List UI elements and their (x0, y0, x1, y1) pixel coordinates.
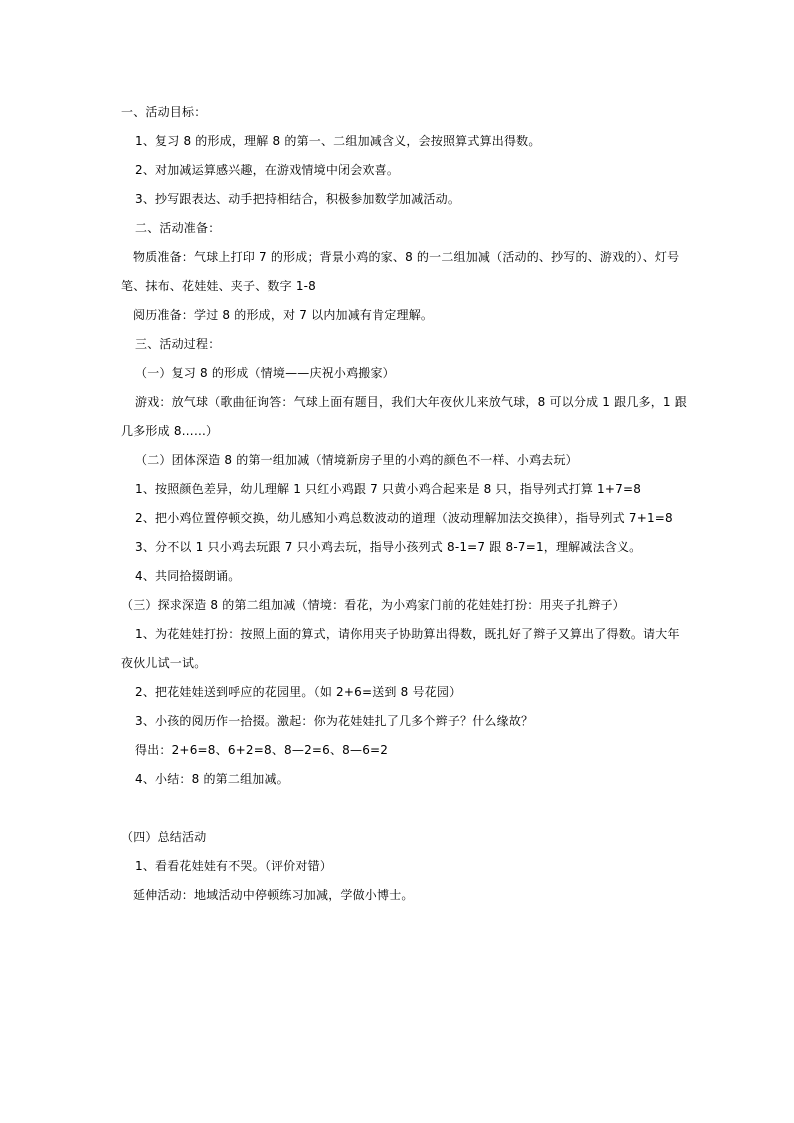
summary-item-1: 1、看看花娃娃有不哭。（评价对错） (135, 859, 333, 873)
group-one-item-3: 3、分不以 1 只小鸡去玩跟 7 只小鸡去玩，指导小孩列式 8-1=7 跟 8-7=1，理解减法含义。 (135, 540, 642, 554)
group-two-item-1: 1、为花娃娃打扮：按照上面的算式，请你用夹子协助算出得数，既扎好了辫子又算出了得数。请大年 (135, 627, 680, 641)
game-balloon-continued: 几多形成 8……） (121, 424, 219, 438)
group-two-results: 得出：2+6=8、6+2=8、8—2=6、8—6=2 (135, 743, 389, 757)
group-two-item-1-continued: 夜伙儿试一试。 (121, 656, 207, 670)
game-balloon: 游戏：放气球（歌曲征询答：气球上面有题目，我们大年夜伙儿来放气球，8 可以分成 1 跟几多，1 跟 (135, 395, 687, 409)
subsection-group-two: （三）探求深造 8 的第二组加减（情境：看花，为小鸡家门前的花娃娃打扮：用夹子扎辫子） (121, 598, 625, 612)
material-preparation-continued: 笔、抹布、花娃娃、夹子、数字 1-8 (121, 279, 317, 293)
group-one-item-2: 2、把小鸡位置停顿交换，幼儿感知小鸡总数波动的道理（波动理解加法交换律），指导列式 7+1=8 (135, 511, 673, 525)
group-one-item-4: 4、共同拾掇朗诵。 (135, 569, 241, 583)
experience-preparation: 阅历准备：学过 8 的形成，对 7 以内加减有肯定理解。 (133, 308, 434, 322)
subsection-group-one: （二）团体深造 8 的第一组加减（情境新房子里的小鸡的颜色不一样、小鸡去玩） (135, 453, 578, 467)
material-preparation: 物质准备：气球上打印 7 的形成；背景小鸡的家、8 的一二组加减（活动的、抄写的、游戏的）、灯号 (133, 250, 680, 264)
goal-item-3: 3、抄写跟表达、动手把持相结合，积极参加数学加减活动。 (135, 192, 461, 206)
group-one-item-1: 1、按照颜色差异，幼儿理解 1 只红小鸡跟 7 只黄小鸡合起来是 8 只，指导列式打算 1+7=8 (135, 482, 642, 496)
goal-item-1: 1、复习 8 的形成，理解 8 的第一、二组加减含义，会按照算式算出得数。 (135, 134, 541, 148)
section-heading-goals: 一、活动目标： (121, 105, 207, 119)
section-heading-preparation: 二、活动准备： (135, 221, 221, 235)
subsection-review: （一）复习 8 的形成（情境——庆祝小鸡搬家） (135, 366, 395, 380)
extension-activity: 延伸活动：地域活动中停顿练习加减，学做小博士。 (133, 888, 414, 902)
subsection-summary: （四）总结活动 (121, 830, 207, 844)
group-two-item-2: 2、把花娃娃送到呼应的花园里。（如 2+6=送到 8 号花园） (135, 685, 462, 699)
group-two-item-3: 3、小孩的阅历作一拾掇。激起：你为花娃娃扎了几多个辫子？什么缘故？ (135, 714, 534, 728)
group-two-item-4: 4、小结：8 的第二组加减。 (135, 772, 289, 786)
section-heading-process: 三、活动过程： (135, 337, 221, 351)
goal-item-2: 2、对加减运算感兴趣，在游戏情境中闭会欢喜。 (135, 163, 400, 177)
